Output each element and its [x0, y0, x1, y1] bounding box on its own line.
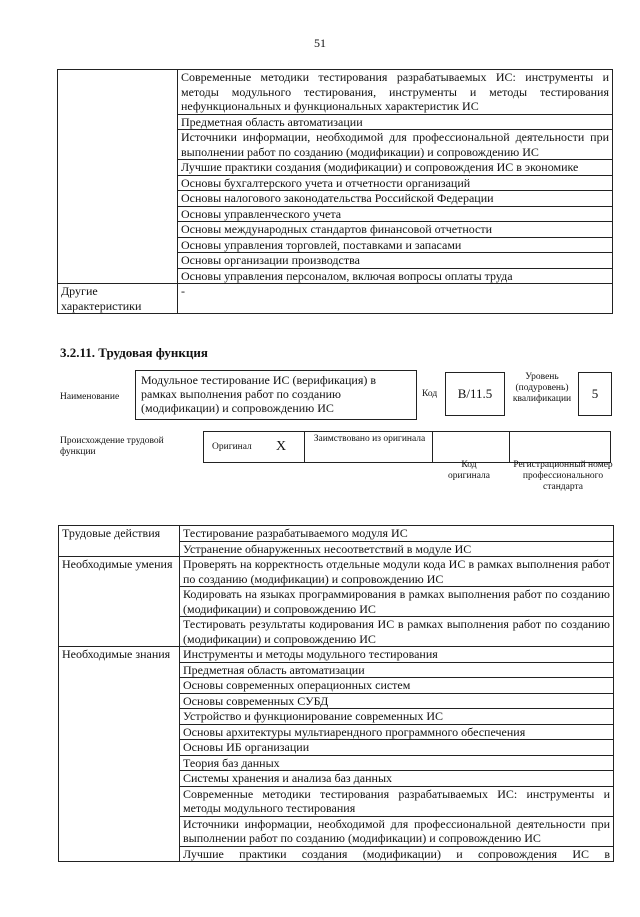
code-original-cell	[432, 431, 510, 463]
original-label: Оригинал	[212, 442, 252, 452]
empty-label-cell	[58, 70, 178, 284]
table-cell: Основы бухгалтерского учета и отчетности организаций	[178, 175, 613, 191]
table-cell: Основы организации производства	[178, 253, 613, 269]
table-cell: Тестировать результаты кодирования ИС в рамках выполнения работ по созданию (модификации) и сопровождению ИС	[180, 617, 614, 647]
table-cell: Инструменты и методы модульного тестирования	[180, 647, 614, 663]
table-row	[58, 284, 613, 314]
name-label: Наименование	[60, 392, 120, 402]
table-cell: Лучшие практики создания (модификации) и сопровождения ИС в экономике	[178, 160, 613, 176]
code-original-label: Код оригинала	[448, 460, 490, 481]
table-cell: Основы международных стандартов финансовой отчетности	[178, 222, 613, 238]
other-characteristics-value: -	[178, 284, 613, 314]
other-characteristics-label: Другие характеристики	[58, 284, 178, 314]
table-row	[59, 557, 614, 587]
borrowed-cell	[304, 431, 433, 463]
level-value-box: 5	[578, 372, 612, 416]
table-cell: Основы ИБ организации	[180, 740, 614, 756]
table-cell: Предметная область автоматизации	[178, 114, 613, 130]
table-cell: Системы хранения и анализа баз данных	[180, 771, 614, 787]
origin-label: Происхождение трудовой функции	[60, 436, 164, 457]
page-number: 51	[314, 36, 326, 50]
table-cell: Тестирование разрабатываемого модуля ИС	[180, 526, 614, 542]
table-cell: Кодировать на языках программирования в рамках выполнения работ по созданию (модификации) и сопровождению ИС	[180, 587, 614, 617]
knowledge-label: Необходимые знания	[59, 647, 180, 862]
table-cell: Устройство и функционирование современных ИС	[180, 709, 614, 725]
table-cell: Источники информации, необходимой для профессиональной деятельности при выполнении работ по созданию (модификации) и сопровождению ИС	[178, 130, 613, 160]
table-cell: Современные методики тестирования разрабатываемых ИС: инструменты и методы модульного тестирования, инструменты и методы тестирования нефункциональных и функциональных характеристик ИС	[178, 70, 613, 115]
table-cell: Теория баз данных	[180, 755, 614, 771]
code-value-box: B/11.5	[445, 372, 505, 416]
reg-number-label: Регистрационный номер профессионального стандарта	[513, 460, 613, 492]
table-cell: Основы налогового законодательства Российской Федерации	[178, 191, 613, 207]
code-label: Код	[422, 389, 438, 399]
knowledge-table-continued	[57, 69, 613, 314]
labor-function-table	[58, 525, 614, 862]
table-cell: Основы управления персоналом, включая вопросы оплаты труда	[178, 268, 613, 284]
table-cell: Основы управленческого учета	[178, 206, 613, 222]
section-heading: 3.2.11. Трудовая функция	[60, 345, 208, 360]
origin-row	[203, 431, 611, 463]
level-label: Уровень (подуровень) квалификации	[512, 372, 572, 404]
name-value-box: Модульное тестирование ИС (верификация) в рамках выполнения работ по созданию (модификации) и сопровождению ИС	[135, 370, 417, 420]
reg-number-cell	[509, 431, 611, 463]
skills-label: Необходимые умения	[59, 557, 180, 647]
table-cell: Основы архитектуры мультиарендного программного обеспечения	[180, 724, 614, 740]
table-cell: Проверять на корректность отдельные модули кода ИС в рамках выполнения работ по созданию (модификации) и сопровождению ИС	[180, 557, 614, 587]
table-cell: Источники информации, необходимой для профессиональной деятельности при выполнении работ по созданию (модификации) и сопровождению ИС	[180, 816, 614, 846]
table-cell: Основы управления торговлей, поставками и запасами	[178, 237, 613, 253]
table-cell: Современные методики тестирования разрабатываемых ИС: инструменты и методы модульного тестирования	[180, 786, 614, 816]
actions-label: Трудовые действия	[59, 526, 180, 557]
table-cell: Предметная область автоматизации	[180, 662, 614, 678]
table-cell: Основы современных СУБД	[180, 693, 614, 709]
original-cell	[203, 431, 305, 463]
table-row	[58, 70, 613, 115]
table-row	[59, 647, 614, 663]
borrowed-label: Заимствовано из оригинала	[313, 434, 426, 444]
table-cell: Основы современных операционных систем	[180, 678, 614, 694]
table-row	[59, 526, 614, 542]
table-cell: Лучшие практики создания (модификации) и сопровождения ИС в	[180, 846, 614, 862]
table-cell: Устранение обнаруженных несоответствий в модуле ИС	[180, 541, 614, 557]
original-mark: X	[276, 439, 287, 454]
